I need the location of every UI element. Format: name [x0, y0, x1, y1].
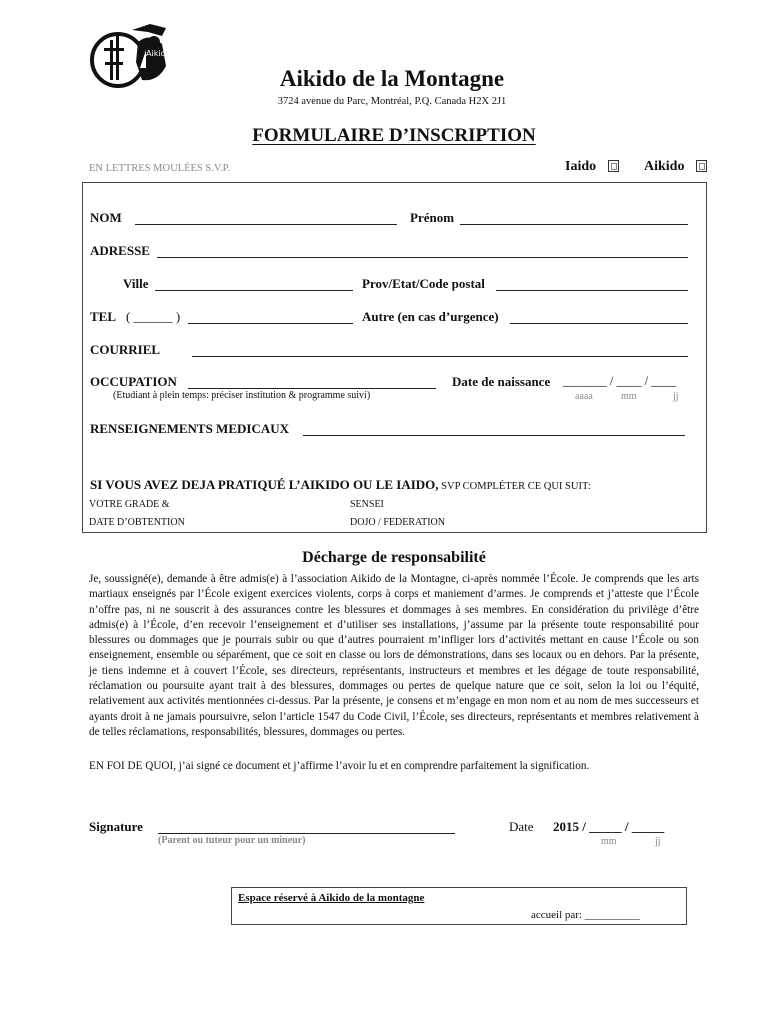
tel-field[interactable] — [188, 323, 353, 324]
waiver-body: Je, soussigné(e), demande à être admis(e) à l’association Aikido de la Montagne, ci-après nommée l’École. Je comprends que les arts martiaux enseignés par l’École exigent exercices violents, corps à corps et maniement d’armes. Je comprends et j’atteste que l’École n’offre pas, ni ne souscrit à des assurances contre les blessures et dommages à ses membres. En considération du privilège d’être admis(e) à l’École, d’en recevoir l’enseignement et d’utiliser ses installations, j’assume par la présente toute responsabilité pour blessures ou dommages que je pourrais subir ou que d’autres pourraient m’infliger lors d’activités mettant en cause l’École ou son enseignement, ensemble ou séparément, que ce soit en classe ou lors de démonstrations, dans ses locaux ou en dehors. Par la présente, je tiens indemne et à couvert l’École, ses directeurs, représentants, instructeurs et membres et les dégage de toute responsabilité, réclamation ou poursuite ayant trait à des blessures, dommages ou pertes de quelque nature que ce soit, selon la loi ou l’équité, relativement aux activités mentionnées ci-dessus. Par la présente, je consens et m’engage en mon nom et au nom de mes successeurs et ayants droit à ne jamais poursuivre, selon l’article 1547 du Code Civil, l’École, ses directeurs, représentants et membres relativement à de telles réclamations, responsabilités, blessures, dommages ou pertes. — [89, 573, 699, 738]
option-aikido[interactable] — [644, 159, 707, 175]
occupation-label: OCCUPATION — [90, 374, 177, 389]
form-title: FORMULAIRE D’INSCRIPTION — [252, 125, 536, 146]
medical-label: RENSEIGNEMENTS MEDICAUX — [90, 421, 289, 436]
signature-parent-note: (Parent ou tuteur pour un mineur) — [158, 835, 306, 846]
ville-label: Ville — [123, 276, 149, 291]
signature-jj-hint: jj — [655, 836, 661, 847]
waiver-en-foi: EN FOI DE QUOI, j’ai signé ce document et j’affirme l’avoir lu et en comprendre parfaitement la signification. — [89, 760, 590, 772]
date-naissance-label: Date de naissance — [452, 374, 551, 389]
pratique-line — [90, 477, 591, 493]
accueil-field[interactable]: accueil par: __________ — [531, 909, 640, 921]
aikido-checkbox[interactable] — [696, 160, 707, 172]
signature-date-value: 2015 / _____ / _____ — [553, 819, 665, 834]
signature-date-label: Date — [509, 819, 534, 834]
date-naissance-field[interactable]: _______ / ____ / ____ — [563, 374, 677, 388]
option-iaido[interactable] — [565, 159, 619, 175]
signature-date-field[interactable] — [553, 819, 664, 835]
option-aikido-label: Aikido — [644, 159, 685, 174]
grade-label: VOTRE GRADE & — [89, 499, 170, 510]
courriel-label: COURRIEL — [90, 342, 161, 357]
pratique-rest: SVP COMPLÉTER CE QUI SUIT: — [438, 481, 591, 492]
signature-mm-hint: mm — [601, 836, 617, 847]
school-title: Aikido de la Montagne — [279, 66, 505, 91]
print-note: EN LETTRES MOULÉES S.V.P. — [89, 163, 230, 174]
date-aaaa-hint: aaaa — [575, 391, 593, 402]
nom-field[interactable] — [135, 224, 397, 225]
nom-label: NOM — [90, 210, 122, 225]
waiver-title: Décharge de responsabilité — [302, 549, 486, 566]
date-mm-hint: mm — [621, 391, 637, 402]
prov-label: Prov/Etat/Code postal — [362, 276, 485, 291]
prenom-field[interactable] — [460, 224, 688, 225]
prov-field[interactable] — [496, 290, 688, 291]
tel-area-code[interactable]: ( ______ ) — [126, 309, 181, 324]
signature-field[interactable] — [158, 833, 455, 834]
school-address: 3724 avenue du Parc, Montréal, P.Q. Canada H2X 2J1 — [277, 96, 507, 107]
prenom-label: Prénom — [410, 210, 455, 225]
option-iaido-label: Iaido — [565, 159, 597, 174]
sensei-label: SENSEI — [350, 499, 384, 510]
tel-label: TEL — [90, 309, 117, 324]
date-obtention-label: DATE D’OBTENTION — [89, 517, 185, 528]
svg-text:Aikido: Aikido — [146, 49, 171, 58]
iaido-checkbox[interactable] — [608, 160, 619, 172]
signature-label: Signature — [89, 819, 143, 834]
ville-field[interactable] — [155, 290, 353, 291]
adresse-field[interactable] — [157, 257, 688, 258]
occupation-hint: (Etudiant à plein temps: préciser institution & programme suivi) — [113, 390, 371, 401]
courriel-field[interactable] — [192, 356, 688, 357]
date-jj-hint: jj — [673, 391, 679, 402]
reserved-title: Espace réservé à Aikido de la montagne — [238, 892, 425, 904]
autre-field[interactable] — [510, 323, 688, 324]
medical-field[interactable] — [303, 435, 685, 436]
occupation-field[interactable] — [188, 388, 436, 389]
autre-label: Autre (en cas d’urgence) — [362, 309, 499, 324]
dojo-label: DOJO / FEDERATION — [350, 517, 445, 528]
adresse-label: ADRESSE — [90, 243, 150, 258]
pratique-bold: SI VOUS AVEZ DEJA PRATIQUÉ L’AIKIDO OU LE IAIDO, — [90, 477, 439, 492]
